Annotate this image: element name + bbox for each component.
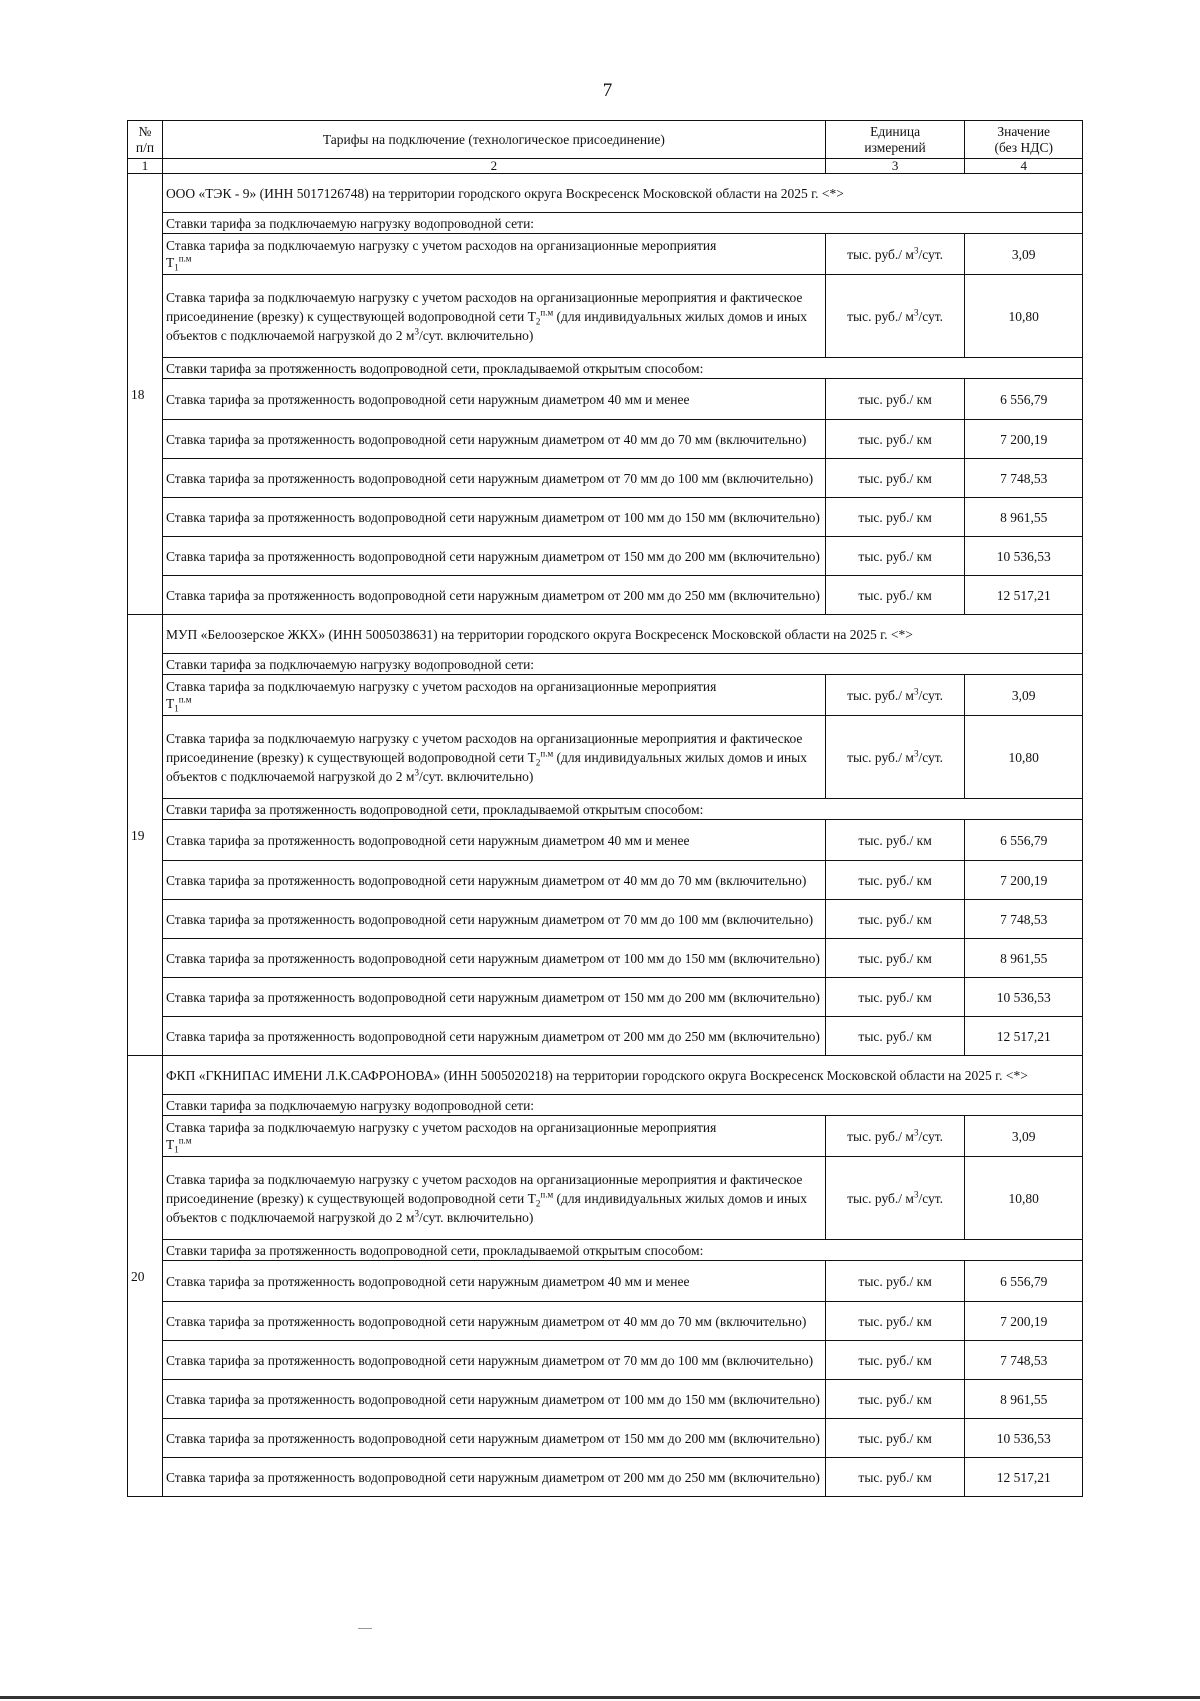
section-row: [128, 799, 1083, 820]
unit-superscript: 3: [913, 748, 919, 758]
unit-cell: тыс. руб./ км: [825, 1017, 965, 1056]
value-cell: 7 200,19: [965, 420, 1083, 459]
value-cell: 7 200,19: [965, 861, 1083, 900]
rate2-symbol: T: [527, 1190, 536, 1206]
unit-text-tail: /сут.: [918, 1128, 944, 1144]
unit-cell: тыс. руб./ км: [825, 420, 965, 459]
rate2-text-end: /сут. включительно): [418, 1209, 534, 1225]
rate1-subscript: 1: [174, 703, 179, 714]
rate2-superscript: п.м: [540, 748, 554, 758]
rate2-text-cont: (для индивидуальных жилых домов и иных объектов с подключаемой нагрузкой до 2 м: [165, 1190, 807, 1225]
rate2-text-superscript: 3: [414, 767, 419, 777]
tariff-row: [128, 900, 1083, 939]
unit-text-tail: /сут.: [918, 749, 944, 765]
unit-text: тыс. руб./ м: [847, 1190, 914, 1206]
tariff-row: [128, 1380, 1083, 1419]
length-rate-name: Ставка тарифа за протяженность водопроводной сети наружным диаметром от 100 мм до 150 мм (включительно): [162, 1380, 825, 1419]
row-number: 18: [128, 174, 163, 615]
organization-row: [128, 174, 1083, 213]
length-rate-name: Ставка тарифа за протяженность водопроводной сети наружным диаметром 40 мм и менее: [162, 820, 825, 861]
header-unit: Единица измерений: [825, 121, 965, 159]
value-cell: 10 536,53: [965, 537, 1083, 576]
value-cell: 6 556,79: [965, 379, 1083, 420]
organization-title: ООО «ТЭК - 9» (ИНН 5017126748) на территории городского округа Воскресенск Московской области на 2025 г. <*>: [162, 174, 1082, 213]
unit-text-tail: /сут.: [918, 246, 944, 262]
column-numbers-row: [128, 159, 1083, 174]
tariff-row: [128, 1419, 1083, 1458]
tariff-row: [128, 537, 1083, 576]
unit-cell: тыс. руб./ км: [825, 1419, 965, 1458]
organization-row: [128, 615, 1083, 654]
length-rate-name: Ставка тарифа за протяженность водопроводной сети наружным диаметром от 150 мм до 200 мм (включительно): [162, 1419, 825, 1458]
column-number: 3: [825, 159, 965, 174]
tariff-row: [128, 379, 1083, 420]
unit-cell: тыс. руб./ км: [825, 576, 965, 615]
unit-superscript: 3: [913, 1189, 919, 1199]
value-cell: 8 961,55: [965, 498, 1083, 537]
rate1-superscript: п.м: [178, 1135, 192, 1146]
unit-cell: тыс. руб./ км: [825, 1458, 965, 1497]
section-load-title: Ставки тарифа за подключаемую нагрузку водопроводной сети:: [162, 1095, 1082, 1116]
header-value: Значение (без НДС): [965, 121, 1083, 159]
value-cell: 12 517,21: [965, 1017, 1083, 1056]
value-cell: 12 517,21: [965, 1458, 1083, 1497]
scan-speck: [358, 1628, 372, 1629]
tariff-row: [128, 1116, 1083, 1157]
unit-cell: тыс. руб./ км: [825, 1380, 965, 1419]
rate1-superscript: п.м: [178, 694, 192, 705]
value-cell: 7 748,53: [965, 1341, 1083, 1380]
length-rate-name: Ставка тарифа за протяженность водопроводной сети наружным диаметром от 40 мм до 70 мм (включительно): [162, 1302, 825, 1341]
length-rate-name: Ставка тарифа за протяженность водопроводной сети наружным диаметром от 200 мм до 250 мм (включительно): [162, 576, 825, 615]
rate2-text-end: /сут. включительно): [418, 768, 534, 784]
tariff-row: [128, 1302, 1083, 1341]
rate2-text-cont: (для индивидуальных жилых домов и иных объектов с подключаемой нагрузкой до 2 м: [165, 308, 807, 343]
row-number: 19: [128, 615, 163, 1056]
tariff-row: [128, 498, 1083, 537]
unit-superscript: 3: [913, 307, 919, 317]
column-number: 4: [965, 159, 1083, 174]
rate2-text-superscript: 3: [414, 1208, 419, 1218]
value-cell: 12 517,21: [965, 576, 1083, 615]
unit-cell: [825, 234, 965, 275]
value-cell: 10,80: [965, 1157, 1083, 1240]
header-num: № п/п: [128, 121, 163, 159]
tariff-row: [128, 275, 1083, 358]
unit-cell: тыс. руб./ км: [825, 459, 965, 498]
unit-cell: тыс. руб./ км: [825, 939, 965, 978]
unit-cell: тыс. руб./ км: [825, 1341, 965, 1380]
tariff-row: [128, 939, 1083, 978]
rate1-symbol: T: [165, 1137, 175, 1152]
rate1-name: [162, 675, 825, 716]
rate2-text-cont: (для индивидуальных жилых домов и иных объектов с подключаемой нагрузкой до 2 м: [165, 749, 807, 784]
length-rate-name: Ставка тарифа за протяженность водопроводной сети наружным диаметром 40 мм и менее: [162, 1261, 825, 1302]
length-rate-name: Ставка тарифа за протяженность водопроводной сети наружным диаметром от 150 мм до 200 мм (включительно): [162, 978, 825, 1017]
unit-text: тыс. руб./ м: [847, 308, 914, 324]
section-row: [128, 213, 1083, 234]
rate1-symbol: T: [165, 696, 175, 711]
value-cell: 10 536,53: [965, 1419, 1083, 1458]
tariff-row: [128, 1157, 1083, 1240]
value-cell: 10,80: [965, 275, 1083, 358]
rate2-text-superscript: 3: [414, 326, 419, 336]
length-rate-name: Ставка тарифа за протяженность водопроводной сети наружным диаметром от 70 мм до 100 мм (включительно): [162, 459, 825, 498]
organization-title: МУП «Белоозерское ЖКХ» (ИНН 5005038631) на территории городского округа Воскресенск Московской области на 2025 г. <*>: [162, 615, 1082, 654]
unit-text: тыс. руб./ м: [847, 246, 914, 262]
length-rate-name: Ставка тарифа за протяженность водопроводной сети наружным диаметром 40 мм и менее: [162, 379, 825, 420]
value-cell: 3,09: [965, 1116, 1083, 1157]
rate2-symbol: T: [527, 308, 536, 324]
rate2-subscript: 2: [535, 757, 541, 768]
length-rate-name: Ставка тарифа за протяженность водопроводной сети наружным диаметром от 100 мм до 150 мм (включительно): [162, 498, 825, 537]
section-load-title: Ставки тарифа за подключаемую нагрузку водопроводной сети:: [162, 654, 1082, 675]
value-cell: 3,09: [965, 675, 1083, 716]
tariff-row: [128, 675, 1083, 716]
organization-title: ФКП «ГКНИПАС ИМЕНИ Л.К.САФРОНОВА» (ИНН 5005020218) на территории городского округа Воскресенск Московской области на 2025 г. <*>: [162, 1056, 1082, 1095]
unit-text-tail: /сут.: [918, 1190, 944, 1206]
rate2-superscript: п.м: [540, 1189, 554, 1199]
length-rate-name: Ставка тарифа за протяженность водопроводной сети наружным диаметром от 70 мм до 100 мм (включительно): [162, 1341, 825, 1380]
length-rate-name: Ставка тарифа за протяженность водопроводной сети наружным диаметром от 40 мм до 70 мм (включительно): [162, 420, 825, 459]
rate2-subscript: 2: [535, 316, 541, 327]
rate1-subscript: 1: [174, 262, 179, 273]
rate2-name: [162, 275, 825, 358]
unit-cell: тыс. руб./ км: [825, 1261, 965, 1302]
unit-cell: тыс. руб./ км: [825, 978, 965, 1017]
page-number: 7: [602, 80, 613, 101]
unit-cell: тыс. руб./ км: [825, 820, 965, 861]
unit-cell: [825, 675, 965, 716]
section-row: [128, 358, 1083, 379]
unit-cell: тыс. руб./ км: [825, 900, 965, 939]
rate1-symbol: T: [165, 255, 175, 270]
rate2-subscript: 2: [535, 1198, 541, 1209]
rate1-name: [162, 1116, 825, 1157]
rate1-subscript: 1: [174, 1144, 179, 1155]
section-load-title: Ставки тарифа за подключаемую нагрузку водопроводной сети:: [162, 213, 1082, 234]
section-row: [128, 1095, 1083, 1116]
tariff-row: [128, 1458, 1083, 1497]
unit-superscript: 3: [913, 245, 919, 255]
column-number: 1: [128, 159, 163, 174]
section-row: [128, 1240, 1083, 1261]
unit-cell: [825, 1116, 965, 1157]
unit-cell: тыс. руб./ км: [825, 537, 965, 576]
tariff-row: [128, 234, 1083, 275]
value-cell: 7 748,53: [965, 900, 1083, 939]
tariff-row: [128, 459, 1083, 498]
rate1-text: Ставка тарифа за подключаемую нагрузку с учетом расходов на организационные мероприятия: [165, 1120, 717, 1135]
unit-superscript: 3: [913, 1127, 919, 1137]
value-cell: 7 748,53: [965, 459, 1083, 498]
value-cell: 6 556,79: [965, 1261, 1083, 1302]
rate1-text: Ставка тарифа за подключаемую нагрузку с учетом расходов на организационные мероприятия: [165, 679, 717, 694]
length-rate-name: Ставка тарифа за протяженность водопроводной сети наружным диаметром от 200 мм до 250 мм (включительно): [162, 1458, 825, 1497]
table-header-row: [128, 121, 1083, 159]
length-rate-name: Ставка тарифа за протяженность водопроводной сети наружным диаметром от 40 мм до 70 мм (включительно): [162, 861, 825, 900]
section-length-title: Ставки тарифа за протяженность водопроводной сети, прокладываемой открытым способом:: [162, 799, 1082, 820]
value-cell: 8 961,55: [965, 939, 1083, 978]
rate2-text: Ставка тарифа за подключаемую нагрузку с учетом расходов на организационные мероприятия и фактическое присоединение (врезку) к существующей водопроводной сети: [165, 289, 803, 324]
header-name: Тарифы на подключение (технологическое присоединение): [162, 121, 825, 159]
rate1-name: [162, 234, 825, 275]
unit-text: тыс. руб./ м: [847, 1128, 914, 1144]
value-cell: 7 200,19: [965, 1302, 1083, 1341]
rate2-text-end: /сут. включительно): [418, 327, 534, 343]
unit-cell: тыс. руб./ км: [825, 498, 965, 537]
section-row: [128, 654, 1083, 675]
column-number: 2: [162, 159, 825, 174]
tariff-row: [128, 978, 1083, 1017]
unit-cell: [825, 716, 965, 799]
unit-text: тыс. руб./ м: [847, 749, 914, 765]
unit-text-tail: /сут.: [918, 687, 944, 703]
tariff-row: [128, 420, 1083, 459]
unit-cell: [825, 1157, 965, 1240]
unit-cell: тыс. руб./ км: [825, 861, 965, 900]
rate2-superscript: п.м: [540, 307, 554, 317]
unit-superscript: 3: [913, 686, 919, 696]
value-cell: 10,80: [965, 716, 1083, 799]
value-cell: 10 536,53: [965, 978, 1083, 1017]
tariff-row: [128, 576, 1083, 615]
section-length-title: Ставки тарифа за протяженность водопроводной сети, прокладываемой открытым способом:: [162, 358, 1082, 379]
tariff-row: [128, 1017, 1083, 1056]
scan-edge-line: [0, 1696, 1200, 1699]
unit-cell: тыс. руб./ км: [825, 1302, 965, 1341]
unit-cell: тыс. руб./ км: [825, 379, 965, 420]
rate1-text: Ставка тарифа за подключаемую нагрузку с учетом расходов на организационные мероприятия: [165, 238, 717, 253]
tariff-table: [127, 120, 1083, 1497]
unit-cell: [825, 275, 965, 358]
rate1-superscript: п.м: [178, 253, 192, 264]
tariff-row: [128, 820, 1083, 861]
value-cell: 8 961,55: [965, 1380, 1083, 1419]
rate2-text: Ставка тарифа за подключаемую нагрузку с учетом расходов на организационные мероприятия и фактическое присоединение (врезку) к существующей водопроводной сети: [165, 730, 803, 765]
row-number: 20: [128, 1056, 163, 1497]
rate2-name: [162, 716, 825, 799]
value-cell: 3,09: [965, 234, 1083, 275]
unit-text: тыс. руб./ м: [847, 687, 914, 703]
rate2-name: [162, 1157, 825, 1240]
rate2-symbol: T: [527, 749, 536, 765]
value-cell: 6 556,79: [965, 820, 1083, 861]
section-length-title: Ставки тарифа за протяженность водопроводной сети, прокладываемой открытым способом:: [162, 1240, 1082, 1261]
tariff-row: [128, 716, 1083, 799]
length-rate-name: Ставка тарифа за протяженность водопроводной сети наружным диаметром от 70 мм до 100 мм (включительно): [162, 900, 825, 939]
length-rate-name: Ставка тарифа за протяженность водопроводной сети наружным диаметром от 200 мм до 250 мм (включительно): [162, 1017, 825, 1056]
length-rate-name: Ставка тарифа за протяженность водопроводной сети наружным диаметром от 150 мм до 200 мм (включительно): [162, 537, 825, 576]
unit-text-tail: /сут.: [918, 308, 944, 324]
tariff-row: [128, 1341, 1083, 1380]
tariff-row: [128, 1261, 1083, 1302]
rate2-text: Ставка тарифа за подключаемую нагрузку с учетом расходов на организационные мероприятия и фактическое присоединение (врезку) к существующей водопроводной сети: [165, 1171, 803, 1206]
organization-row: [128, 1056, 1083, 1095]
tariff-row: [128, 861, 1083, 900]
length-rate-name: Ставка тарифа за протяженность водопроводной сети наружным диаметром от 100 мм до 150 мм (включительно): [162, 939, 825, 978]
